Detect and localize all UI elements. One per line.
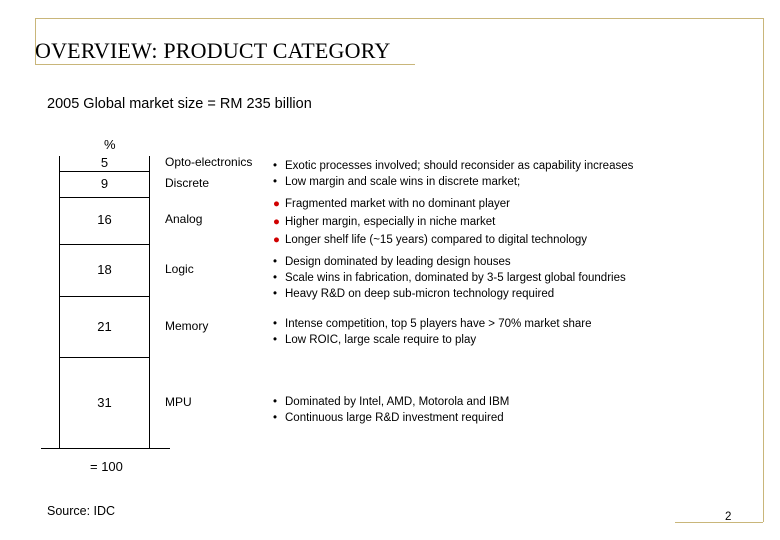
total-label: = 100 xyxy=(90,459,123,474)
title-top-rule xyxy=(35,18,763,19)
bullet-mpu-2: • Continuous large R&D investment required xyxy=(273,412,504,424)
source-note: Source: IDC xyxy=(47,504,116,518)
page-number: 2 xyxy=(725,511,732,523)
bar-segment-category-analog: Analog xyxy=(165,212,203,226)
bar-baseline xyxy=(41,448,170,449)
frame-bottom-rule xyxy=(675,522,763,523)
bullet-marker: • xyxy=(273,396,278,408)
bullet-marker-red: ● xyxy=(273,216,280,228)
bullet-discrete-1: • Low margin and scale wins in discrete market; xyxy=(273,176,521,188)
bullet-marker: • xyxy=(273,176,278,188)
bar-segment-category-discrete: Discrete xyxy=(165,176,210,190)
bullet-opto-1: • Exotic processes involved; should reconsider as capability increases xyxy=(273,160,634,172)
bar-segment-value-discrete: 9 xyxy=(100,176,109,191)
bar-segment-value-memory: 21 xyxy=(97,319,112,334)
title-bottom-rule xyxy=(35,64,415,65)
bullet-marker: • xyxy=(273,160,278,172)
bullet-logic-1: • Design dominated by leading design houses xyxy=(273,256,511,268)
page-title: OVERVIEW: PRODUCT CATEGORY xyxy=(35,38,391,63)
bar-segment-divider xyxy=(59,197,150,198)
bar-segment-value-mpu: 31 xyxy=(97,395,112,410)
bar-segment-value-analog: 16 xyxy=(97,212,112,227)
bullet-analog-3: ● Longer shelf life (~15 years) compared to digital technology xyxy=(273,234,588,246)
bar-segment-category-mpu: MPU xyxy=(165,395,192,409)
bullet-memory-1: • Intense competition, top 5 players have > 70% market share xyxy=(273,318,592,330)
bullet-marker: • xyxy=(273,412,278,424)
bullet-mpu-1: • Dominated by Intel, AMD, Motorola and IBM xyxy=(273,396,510,408)
bullet-marker: • xyxy=(273,288,278,300)
bullet-logic-3: • Heavy R&D on deep sub-micron technology required xyxy=(273,288,555,300)
bar-segment-divider xyxy=(59,171,150,172)
bar-segment-category-opto-electronics: Opto-electronics xyxy=(165,155,253,169)
bullet-marker-red: ● xyxy=(273,198,280,210)
bullet-marker: • xyxy=(273,334,278,346)
bullet-analog-1: ● Fragmented market with no dominant player xyxy=(273,198,510,210)
bar-segment-divider xyxy=(59,296,150,297)
bar-segment-category-logic: Logic xyxy=(165,262,194,276)
bar-segment-value-logic: 18 xyxy=(97,262,112,277)
bar-segment-value-opto-electronics: 5 xyxy=(100,155,109,170)
bar-segment-category-memory: Memory xyxy=(165,319,209,333)
bullet-marker: • xyxy=(273,318,278,330)
market-size-subtitle: 2005 Global market size = RM 235 billion xyxy=(47,96,312,112)
frame-right-rule xyxy=(763,18,764,522)
bullet-marker-red: ● xyxy=(273,234,280,246)
bullet-memory-2: • Low ROIC, large scale require to play xyxy=(273,334,477,346)
bullet-marker: • xyxy=(273,272,278,284)
bullet-analog-2: ● Higher margin, especially in niche market xyxy=(273,216,496,228)
bar-segment-divider xyxy=(59,357,150,358)
percent-unit-label: % xyxy=(104,137,116,152)
bullet-marker: • xyxy=(273,256,278,268)
bar-segment-divider xyxy=(59,244,150,245)
bullet-logic-2: • Scale wins in fabrication, dominated by 3-5 largest global foundries xyxy=(273,272,626,284)
